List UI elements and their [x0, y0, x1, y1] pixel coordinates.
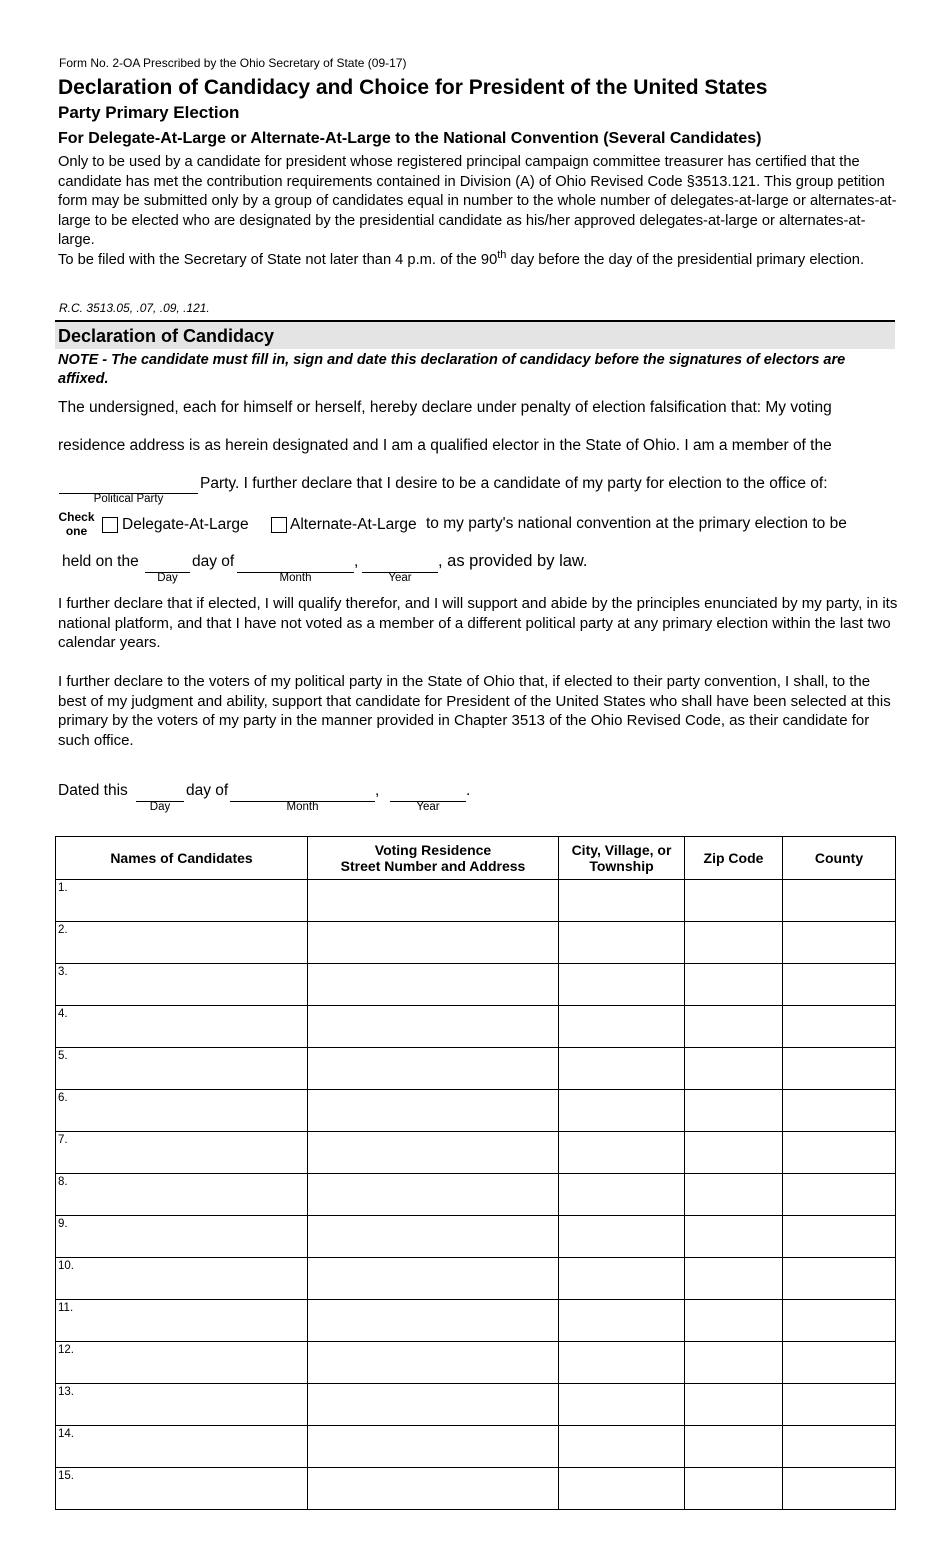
zip-code-cell[interactable]	[685, 1468, 783, 1510]
revised-code-reference: R.C. 3513.05, .07, .09, .121.	[59, 301, 210, 315]
city-village-township-cell[interactable]	[559, 1216, 685, 1258]
candidate-name-cell[interactable]	[56, 1048, 308, 1090]
zip-code-cell[interactable]	[685, 1216, 783, 1258]
candidate-name-cell[interactable]	[56, 1216, 308, 1258]
form-heading: For Delegate-At-Large or Alternate-At-Large to the National Convention (Several Candidates)	[58, 130, 762, 147]
candidate-name-cell[interactable]	[56, 1258, 308, 1300]
political-party-caption: Political Party	[93, 493, 164, 505]
alternate-at-large-label: Alternate-At-Large	[290, 516, 417, 533]
election-month-caption: Month	[279, 572, 312, 584]
county-cell[interactable]	[783, 1006, 896, 1048]
election-year-caption: Year	[388, 572, 412, 584]
row-number: 12.	[58, 1344, 74, 1356]
form-number: Form No. 2-OA Prescribed by the Ohio Secretary of State (09-17)	[59, 56, 407, 70]
candidate-name-cell[interactable]	[56, 1174, 308, 1216]
zip-code-cell[interactable]	[685, 1090, 783, 1132]
row-number: 1.	[58, 882, 68, 894]
street-address-cell[interactable]	[308, 922, 559, 964]
candidate-name-cell[interactable]	[56, 964, 308, 1006]
street-address-cell[interactable]	[308, 1090, 559, 1132]
table-row	[56, 1048, 896, 1090]
dated-month-caption: Month	[286, 801, 319, 813]
street-address-cell[interactable]	[308, 1468, 559, 1510]
street-address-cell[interactable]	[308, 1258, 559, 1300]
election-day-caption: Day	[157, 572, 178, 584]
street-address-cell[interactable]	[308, 1048, 559, 1090]
page-title: Declaration of Candidacy and Choice for President of the United States	[58, 76, 768, 99]
zip-code-cell[interactable]	[685, 1342, 783, 1384]
city-village-township-cell[interactable]	[559, 1426, 685, 1468]
candidate-name-cell[interactable]	[56, 1300, 308, 1342]
table-row	[56, 1216, 896, 1258]
table-row	[56, 1426, 896, 1468]
candidate-name-cell[interactable]	[56, 1006, 308, 1048]
declaration-note: NOTE - The candidate must fill in, sign and date this declaration of candidacy before the signatures of electors are affixed.	[58, 352, 846, 387]
voting-residence-header: Voting Residence Street Number and Address	[308, 837, 559, 880]
dated-day-of-label: day of	[186, 782, 229, 799]
held-on-label: held on the	[62, 553, 139, 570]
zip-code-cell[interactable]	[685, 880, 783, 922]
election-comma: ,	[354, 553, 359, 570]
county-cell[interactable]	[783, 1132, 896, 1174]
page-subtitle: Party Primary Election	[58, 103, 240, 122]
city-village-township-cell[interactable]	[559, 1468, 685, 1510]
county-cell[interactable]	[783, 922, 896, 964]
delegate-at-large-checkbox[interactable]	[102, 517, 118, 533]
street-address-cell[interactable]	[308, 1384, 559, 1426]
delegate-at-large-label: Delegate-At-Large	[122, 516, 249, 533]
row-number: 15.	[58, 1470, 74, 1482]
county-cell[interactable]	[783, 1174, 896, 1216]
table-row	[56, 1090, 896, 1132]
candidate-name-cell[interactable]	[56, 1090, 308, 1132]
filing-deadline-superscript: th	[497, 249, 507, 261]
row-number: 6.	[58, 1092, 68, 1104]
candidate-name-cell[interactable]	[56, 1384, 308, 1426]
city-village-township-cell[interactable]	[559, 1300, 685, 1342]
intro-paragraph: Only to be used by a candidate for president whose registered principal campaign committee treasurer has certified that the candidate has met the contribution requirements contained in Division (A) of Ohio Revised Code §3513.121. This group petition form may be submitted only by a group of candidates equal in number to the whole number of delegates-at-large or alternates-at-large to be elected who are designated by the presidential candidate as his/her approved delegates-at-large or alternates-at-large.	[58, 154, 897, 248]
county-cell[interactable]	[783, 1300, 896, 1342]
table-row	[56, 1258, 896, 1300]
table-row	[56, 1132, 896, 1174]
zip-code-cell[interactable]	[685, 1258, 783, 1300]
filing-deadline-text-end: day before the day of the presidential primary election.	[506, 252, 865, 268]
table-row	[56, 1468, 896, 1510]
row-number: 11.	[58, 1302, 74, 1314]
row-number: 5.	[58, 1050, 68, 1062]
zip-code-cell[interactable]	[685, 922, 783, 964]
city-village-township-cell[interactable]	[559, 1342, 685, 1384]
row-number: 3.	[58, 966, 68, 978]
zip-code-cell[interactable]	[685, 1006, 783, 1048]
county-cell[interactable]	[783, 1342, 896, 1384]
county-cell[interactable]	[783, 1426, 896, 1468]
qualification-paragraph: I further declare that if elected, I will qualify therefor, and I will support and abide by the principles enunciated by my party, in its national platform, and that I have not voted as a member of a different political party at any primary election within the last two calendar years.	[58, 595, 898, 651]
candidate-name-cell[interactable]	[56, 880, 308, 922]
row-number: 8.	[58, 1176, 68, 1188]
city-village-township-cell[interactable]	[559, 1006, 685, 1048]
row-number: 14.	[58, 1428, 74, 1440]
row-number: 4.	[58, 1008, 68, 1020]
street-address-cell[interactable]	[308, 1300, 559, 1342]
county-cell[interactable]	[783, 1384, 896, 1426]
table-row	[56, 1006, 896, 1048]
table-row	[56, 880, 896, 922]
street-address-cell[interactable]	[308, 880, 559, 922]
zip-code-cell[interactable]	[685, 1048, 783, 1090]
county-cell[interactable]	[783, 1468, 896, 1510]
candidates-table	[55, 836, 896, 1510]
row-number: 2.	[58, 924, 68, 936]
dated-comma: ,	[375, 782, 380, 799]
check-one-label: Check one	[58, 510, 95, 538]
county-cell[interactable]	[783, 1048, 896, 1090]
candidate-name-cell[interactable]	[56, 922, 308, 964]
zip-code-cell[interactable]	[685, 1132, 783, 1174]
county-header: County	[783, 837, 896, 880]
declaration-line-4: to my party's national convention at the primary election to be	[426, 515, 847, 532]
table-header-row	[56, 837, 896, 880]
declaration-line-3: Party. I further declare that I desire to be a candidate of my party for election to the office of:	[200, 475, 828, 492]
row-number: 13.	[58, 1386, 74, 1398]
street-address-cell[interactable]	[308, 1426, 559, 1468]
zip-code-cell[interactable]	[685, 1174, 783, 1216]
zip-code-cell[interactable]	[685, 1384, 783, 1426]
row-number: 7.	[58, 1134, 68, 1146]
street-address-cell[interactable]	[308, 1006, 559, 1048]
filing-deadline	[58, 251, 898, 271]
dated-this-label: Dated this	[58, 782, 128, 799]
section-title: Declaration of Candidacy	[58, 326, 275, 346]
county-cell[interactable]	[783, 964, 896, 1006]
table-row	[56, 1300, 896, 1342]
declaration-line-2: residence address is as herein designated and I am a qualified elector in the State of Ohio. I am a member of the	[58, 437, 832, 454]
city-village-township-cell[interactable]	[559, 1132, 685, 1174]
city-village-township-cell[interactable]	[559, 1048, 685, 1090]
county-cell[interactable]	[783, 1216, 896, 1258]
zip-code-header: Zip Code	[685, 837, 783, 880]
street-address-cell[interactable]	[308, 964, 559, 1006]
table-row	[56, 922, 896, 964]
county-cell[interactable]	[783, 1090, 896, 1132]
zip-code-cell[interactable]	[685, 1426, 783, 1468]
names-of-candidates-header: Names of Candidates	[56, 837, 308, 880]
city-village-township-cell[interactable]	[559, 880, 685, 922]
street-address-cell[interactable]	[308, 1174, 559, 1216]
city-village-township-cell[interactable]	[559, 922, 685, 964]
city-village-township-cell[interactable]	[559, 1384, 685, 1426]
city-village-township-header: City, Village, or Township	[559, 837, 685, 880]
zip-code-cell[interactable]	[685, 964, 783, 1006]
table-row	[56, 1384, 896, 1426]
city-village-township-cell[interactable]	[559, 1174, 685, 1216]
election-day-of-label: day of	[192, 553, 235, 570]
dated-period: .	[466, 782, 471, 799]
row-number: 10.	[58, 1260, 74, 1272]
alternate-at-large-checkbox[interactable]	[271, 517, 287, 533]
candidate-name-cell[interactable]	[56, 1468, 308, 1510]
support-paragraph: I further declare to the voters of my political party in the State of Ohio that, if elected to their party convention, I shall, to the best of my judgment and ability, support that candidate for President of the United States who shall have been selected at this primary by the voters of my party in the manner provided in Chapter 3513 of the Ohio Revised Code, as their candidate for such office.	[58, 673, 891, 749]
city-village-township-cell[interactable]	[559, 964, 685, 1006]
as-provided-label: , as provided by law.	[438, 552, 588, 570]
declaration-line-1: The undersigned, each for himself or herself, hereby declare under penalty of election falsification that: My voting	[58, 399, 832, 416]
dated-day-caption: Day	[149, 801, 171, 813]
city-village-township-cell[interactable]	[559, 1090, 685, 1132]
zip-code-cell[interactable]	[685, 1300, 783, 1342]
street-address-cell[interactable]	[308, 1132, 559, 1174]
filing-deadline-text: To be filed with the Secretary of State not later than 4 p.m. of the 90	[58, 252, 498, 268]
dated-year-caption: Year	[416, 801, 440, 813]
city-village-township-cell[interactable]	[559, 1258, 685, 1300]
street-address-cell[interactable]	[308, 1216, 559, 1258]
street-address-cell[interactable]	[308, 1342, 559, 1384]
candidate-name-cell[interactable]	[56, 1342, 308, 1384]
candidate-name-cell[interactable]	[56, 1426, 308, 1468]
table-row	[56, 1342, 896, 1384]
table-row	[56, 964, 896, 1006]
row-number: 9.	[58, 1218, 68, 1230]
county-cell[interactable]	[783, 880, 896, 922]
table-row	[56, 1174, 896, 1216]
county-cell[interactable]	[783, 1258, 896, 1300]
candidate-name-cell[interactable]	[56, 1132, 308, 1174]
